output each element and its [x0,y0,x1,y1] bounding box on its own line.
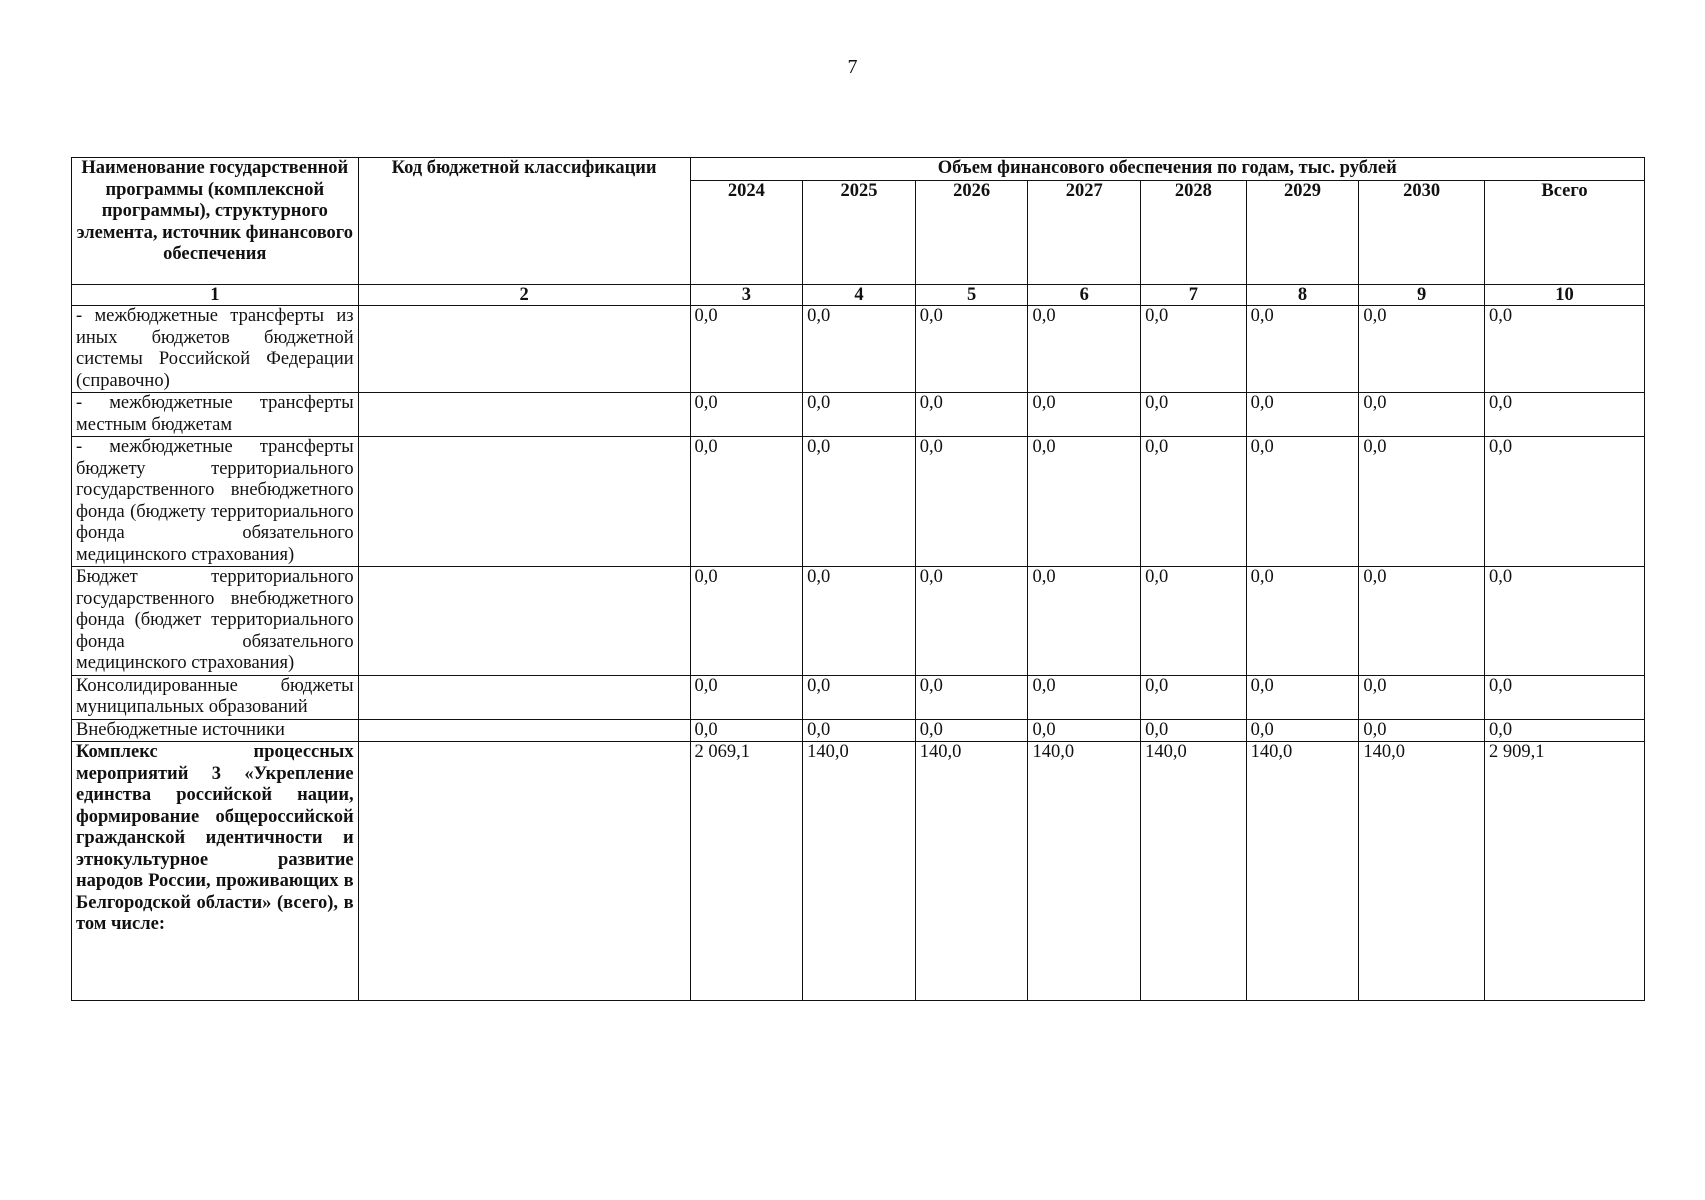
header-column-numbers [72,285,1645,306]
value-2025: 0,0 [803,567,916,676]
value-2024: 0,0 [690,675,803,719]
row-name: - межбюджетные трансферты из иных бюджетов бюджетной системы Российской Федерации (справочно) [72,306,359,393]
value-2027: 0,0 [1028,306,1141,393]
value-2028: 0,0 [1141,393,1247,437]
value-2028: 0,0 [1141,719,1247,742]
value-2024: 0,0 [690,567,803,676]
table-row [72,742,1645,1001]
value-total: 0,0 [1485,567,1645,676]
value-2025: 0,0 [803,675,916,719]
value-2027: 0,0 [1028,393,1141,437]
value-2024: 0,0 [690,306,803,393]
value-2027: 0,0 [1028,719,1141,742]
value-2030: 0,0 [1359,306,1485,393]
value-2029: 0,0 [1246,306,1359,393]
column-number: 3 [690,285,803,306]
column-number: 4 [803,285,916,306]
value-2026: 0,0 [915,567,1028,676]
header-year: 2026 [915,180,1028,285]
header-volume-column: Объем финансового обеспечения по годам, тыс. рублей [690,158,1644,181]
page-number: 7 [847,56,858,78]
column-number: 6 [1028,285,1141,306]
value-2028: 140,0 [1141,742,1247,1001]
value-2030: 0,0 [1359,719,1485,742]
row-code [358,719,690,742]
financing-table [71,157,1645,1001]
header-name-column: Наименование государственной программы (комплексной программы), структурного элемента, источник финансового обеспечения [72,158,359,285]
row-name: - межбюджетные трансферты местным бюджетам [72,393,359,437]
column-number: 7 [1141,285,1247,306]
table-row [72,393,1645,437]
row-name: Комплекс процессных мероприятий 3 «Укрепление единства российской нации, формирование общероссийской гражданской идентичности и этнокультурное развитие народов России, проживающих в Белгородской области» (всего), в том числе: [72,742,359,1001]
value-2026: 140,0 [915,742,1028,1001]
row-code [358,306,690,393]
column-number: 8 [1246,285,1359,306]
value-total: 0,0 [1485,675,1645,719]
table-row [72,719,1645,742]
value-2029: 0,0 [1246,567,1359,676]
row-name: Внебюджетные источники [72,719,359,742]
value-2025: 0,0 [803,719,916,742]
column-number: 5 [915,285,1028,306]
value-2028: 0,0 [1141,567,1247,676]
column-number: 10 [1485,285,1645,306]
row-code [358,567,690,676]
value-total: 0,0 [1485,306,1645,393]
value-2030: 0,0 [1359,437,1485,567]
value-2030: 0,0 [1359,675,1485,719]
value-2025: 0,0 [803,437,916,567]
value-2029: 0,0 [1246,437,1359,567]
value-total: 0,0 [1485,393,1645,437]
header-code-column: Код бюджетной классификации [358,158,690,285]
value-2027: 0,0 [1028,567,1141,676]
value-2026: 0,0 [915,719,1028,742]
value-2028: 0,0 [1141,675,1247,719]
value-2024: 0,0 [690,719,803,742]
column-number: 9 [1359,285,1485,306]
value-2025: 0,0 [803,306,916,393]
value-total: 0,0 [1485,719,1645,742]
value-2029: 0,0 [1246,719,1359,742]
value-2026: 0,0 [915,306,1028,393]
value-2024: 0,0 [690,437,803,567]
value-2028: 0,0 [1141,306,1247,393]
value-2028: 0,0 [1141,437,1247,567]
header-year: 2024 [690,180,803,285]
value-total: 2 909,1 [1485,742,1645,1001]
value-2026: 0,0 [915,393,1028,437]
row-code [358,675,690,719]
value-2030: 140,0 [1359,742,1485,1001]
row-name: - межбюджетные трансферты бюджету территориального государственного внебюджетного фонда (бюджету территориального фонда обязательного медицинского страхования) [72,437,359,567]
row-code [358,393,690,437]
value-2029: 0,0 [1246,675,1359,719]
value-2025: 140,0 [803,742,916,1001]
header-year: 2027 [1028,180,1141,285]
header-row-1 [72,158,1645,181]
header-year: 2030 [1359,180,1485,285]
header-total: Всего [1485,180,1645,285]
column-number: 1 [72,285,359,306]
row-name: Бюджет территориального государственного внебюджетного фонда (бюджет территориального фонда обязательного медицинского страхования) [72,567,359,676]
value-2027: 140,0 [1028,742,1141,1001]
value-2027: 0,0 [1028,437,1141,567]
table-row [72,567,1645,676]
table-row [72,675,1645,719]
row-name: Консолидированные бюджеты муниципальных образований [72,675,359,719]
row-code [358,437,690,567]
value-total: 0,0 [1485,437,1645,567]
table-row [72,437,1645,567]
column-number: 2 [358,285,690,306]
header-year: 2025 [803,180,916,285]
value-2026: 0,0 [915,675,1028,719]
value-2030: 0,0 [1359,567,1485,676]
value-2030: 0,0 [1359,393,1485,437]
row-code [358,742,690,1001]
value-2024: 2 069,1 [690,742,803,1001]
value-2025: 0,0 [803,393,916,437]
value-2026: 0,0 [915,437,1028,567]
table-row [72,306,1645,393]
value-2029: 0,0 [1246,393,1359,437]
value-2027: 0,0 [1028,675,1141,719]
header-year: 2029 [1246,180,1359,285]
value-2029: 140,0 [1246,742,1359,1001]
header-year: 2028 [1141,180,1247,285]
value-2024: 0,0 [690,393,803,437]
